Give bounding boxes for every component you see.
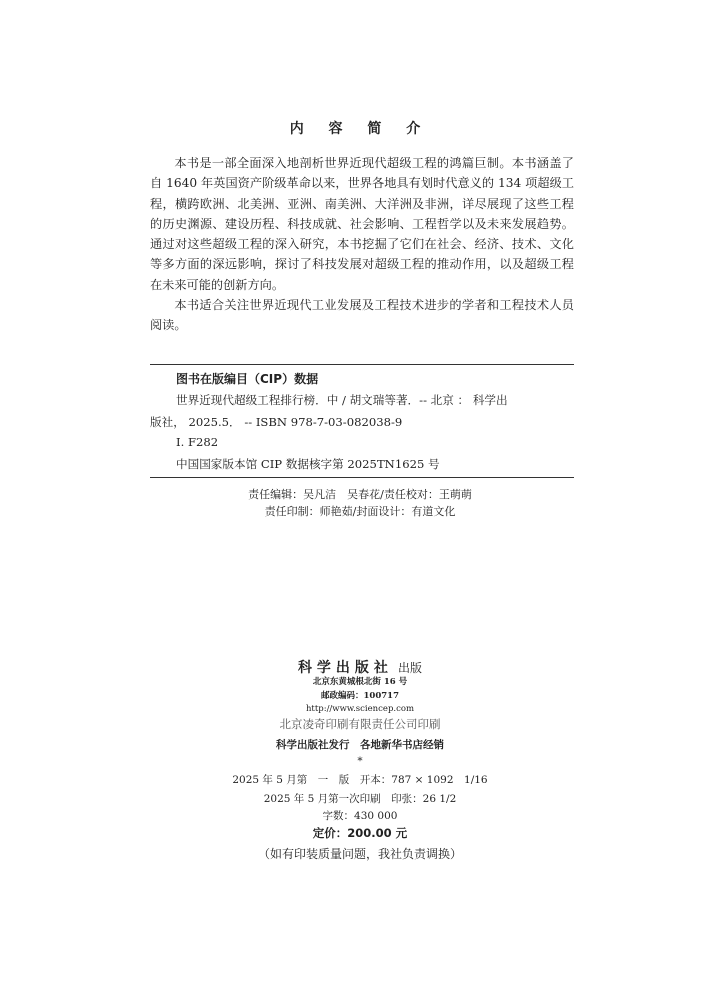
printer-line: 北京凌奇印刷有限责任公司印刷 bbox=[279, 717, 441, 731]
publisher-postcode: 邮政编码：100717 bbox=[321, 691, 399, 701]
publisher-heading bbox=[0, 657, 720, 677]
printing-line: 2025 年 5 月第一次印刷 印张：26 1/2 bbox=[263, 793, 457, 805]
publisher-website: http://www.sciencep.com bbox=[305, 704, 415, 714]
cip-line-3: Ⅰ. F282 bbox=[176, 435, 219, 449]
publisher-address: 北京东黄城根北街 16 号 bbox=[312, 677, 408, 687]
publisher-suffix: 出版 bbox=[398, 661, 423, 675]
quality-notice: （如有印装质量问题，我社负责调换） bbox=[257, 847, 462, 861]
edition-line: 2025 年 5 月第 一 版 开本：787 × 1092 1/16 bbox=[232, 774, 488, 786]
page-title: 内 容 简 介 bbox=[289, 121, 431, 137]
price: 定价：200.00 元 bbox=[312, 826, 408, 840]
cip-line-2: 版社， 2025.5． -- ISBN 978-7-03-082038-9 bbox=[150, 415, 403, 429]
summary-paragraph-2: 本书适合关注世界近现代工业发展及工程技术进步的学者和工程技术人员阅读。 bbox=[150, 298, 574, 333]
summary-paragraph-1: 本书是一部全面深入地剖析世界近现代超级工程的鸿篇巨制。本书涵盖了自 1640 年英国资产阶级革命以来，世界各地具有划时代意义的 134 项超级工程，横跨欧洲、北美洲、亚洲、南美洲、大洋洲及非洲，详尽展现了这些工程的历史渊源、建设历程、科技成就、社会影响、工程哲学以及未来发展趋势。通过对这些超级工程的深入研究，本书挖掘了它们在社会、经济、技术、文化等多方面的深远影响，探讨了科技发展对超级工程的推动作用，以及超级工程在未来可能的创新方向。 bbox=[150, 156, 574, 292]
book-summary bbox=[150, 153, 574, 336]
separator-mark: * bbox=[357, 755, 363, 767]
cip-top-rule bbox=[150, 364, 574, 365]
cip-bottom-rule bbox=[150, 477, 574, 478]
editor-credits-1: 责任编辑：吴凡洁 吴春花/责任校对：王萌萌 bbox=[248, 488, 472, 501]
cip-line-1: 世界近现代超级工程排行榜．中 / 胡文瑞等著．-- 北京 ： 科学出 bbox=[176, 393, 508, 407]
editor-credits-2: 责任印制：师艳茹/封面设计：有道文化 bbox=[264, 505, 456, 518]
publisher-name: 科学出版社 bbox=[297, 660, 393, 676]
word-count: 字数：430 000 bbox=[322, 810, 398, 822]
distribution-line: 科学出版社发行 各地新华书店经销 bbox=[276, 739, 444, 751]
cip-heading: 图书在版编目（CIP）数据 bbox=[176, 372, 319, 386]
cip-line-4: 中国国家版本馆 CIP 数据核字第 2025TN1625 号 bbox=[176, 457, 440, 471]
